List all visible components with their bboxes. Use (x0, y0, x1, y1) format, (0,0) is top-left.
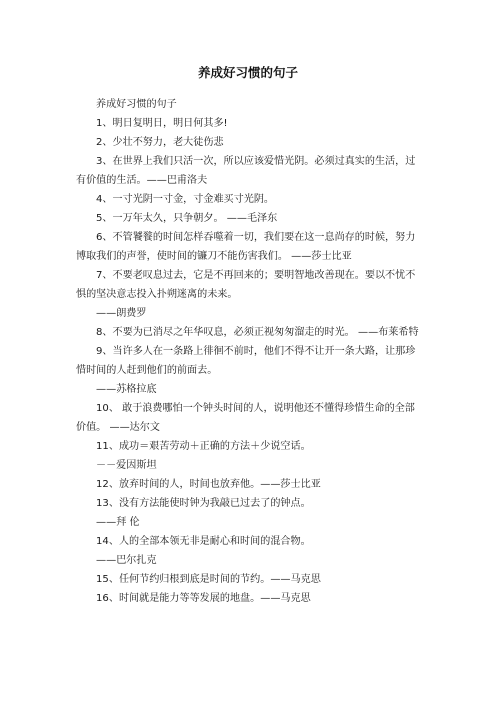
paragraph: 4、一寸光阴一寸金，寸金难买寸光阴。 (96, 194, 275, 205)
paragraph: 2、少壮不努力，老大徒伤悲 (96, 137, 224, 148)
document-title: 养成好习惯的句子 (197, 65, 298, 80)
paragraph: 6、不管饕餮的时间怎样吞噬着一切，我们要在这一息尚存的时候，努力博取我们的声誉，使时间的镰刀不能伤害我们。 ——莎士比亚 (76, 232, 416, 262)
paragraph: 13、没有方法能使时钟为我敲已过去了的钟点。 (96, 498, 311, 509)
paragraph: 16、时间就是能力等等发展的地盘。——马克思 (96, 593, 311, 604)
paragraph: 5、一万年太久，只争朝夕。 ——毛泽东 (96, 213, 278, 224)
paragraph: 14、人的全部本领无非是耐心和时间的混合物。 (96, 536, 311, 547)
paragraph: －－爱因斯坦 (96, 460, 157, 471)
paragraph: 11、成功＝艰苦劳动＋正确的方法＋少说空话。 (96, 441, 311, 452)
document-body (76, 95, 421, 608)
paragraph: ——苏格拉底 (96, 384, 157, 395)
paragraph: 1、明日复明日，明日何其多! (96, 118, 228, 129)
paragraph: 9、当许多人在一条路上徘徊不前时，他们不得不让开一条大路，让那珍惜时间的人赶到他们的前面去。 (76, 346, 416, 376)
paragraph: ——拜 伦 (96, 517, 140, 528)
paragraph: ——巴尔扎克 (96, 555, 157, 566)
paragraph: 10、 敢于浪费哪怕一个钟头时间的人，说明他还不懂得珍惜生命的全部价值。 ——达尔文 (76, 403, 415, 433)
paragraph: 8、不要为已消尽之年华叹息，必须正视匆匆溜走的时光。 ——布莱希特 (96, 327, 419, 338)
paragraph: 养成好习惯的句子 (96, 99, 177, 110)
paragraph: ——朗费罗 (96, 308, 147, 319)
paragraph: 7、不要老叹息过去，它是不再回来的；要明智地改善现在。要以不忧不惧的坚决意志投入扑朔迷离的未来。 (76, 270, 416, 300)
paragraph: 12、放弃时间的人，时间也放弃他。——莎士比亚 (96, 479, 321, 490)
paragraph: 15、任何节约归根到底是时间的节约。——马克思 (96, 574, 321, 585)
paragraph: 3、在世界上我们只活一次，所以应该爱惜光阴。必须过真实的生活，过有价值的生活。——巴甫洛夫 (76, 156, 416, 186)
